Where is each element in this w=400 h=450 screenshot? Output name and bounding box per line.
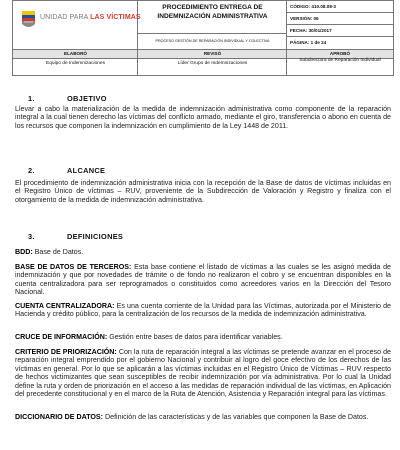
coat-of-arms-icon xyxy=(21,11,36,29)
logo-wordmark xyxy=(40,14,141,21)
definition-text: Base de Datos. xyxy=(32,248,84,256)
definition-text: Esta base contiene el listado de víctimas a las cuales se les asignó medida de indemnización y que por novedades de trámite o de fondo no realizaron el cobro y se encuentran disponibles en la cuenta centralizadora para ser reprogramados o constituidos como acreedores varios en la Dirección del Tesoro Nacional. xyxy=(15,263,391,297)
section-number: 1. xyxy=(28,94,35,103)
definition-term: BDD: xyxy=(15,248,33,256)
definition-text: Definición de las características y de las variables que componen la Base de Datos. xyxy=(103,413,369,421)
definition-diccionario-de-datos xyxy=(15,413,391,421)
signoff-table xyxy=(12,50,394,76)
definition-criterio-de-priorizacion xyxy=(15,348,391,398)
section-paragraph-alcance: El procedimiento de indemnización administrativa inicia con la recepción de la Base de datos de víctimas incluidas en el Registro Único de víctimas – RUV, proveniente de la Subdirección de Valoración y Registro y finaliza con el otorgamiento de la medida de indemnización administrativa. xyxy=(15,179,391,204)
definition-text: Gestión entre bases de datos para identificar variables. xyxy=(107,333,283,341)
section-paragraph-objetivo: Llevar a cabo la materialización de la medida de indemnización administrativa como componente de la reparación integral a la cual tienen derecho las víctimas del conflicto armado, mediante el giro, transferencia o abono en cuenta de los recursos que componen la indemnización en cumplimiento de la Ley 1448 de 2011. xyxy=(15,105,391,130)
section-title: ALCANCE xyxy=(67,166,106,175)
document-code: CÓDIGO: 410.08.08-3 xyxy=(287,1,393,13)
document-version: VERSIÓN: 06 xyxy=(287,13,393,25)
document-page xyxy=(12,0,394,450)
logo-text-line2: LAS VÍCTIMAS xyxy=(90,14,141,21)
definition-text: Es una cuenta corriente de la Unidad para las Víctimas, autorizada por el Ministerio de Hacienda y crédito público, para la centralización de los recursos de la medida de indemnización administrativa. xyxy=(15,302,391,319)
document-date: FECHA: 30/01/2017 xyxy=(287,25,393,37)
signoff-divider xyxy=(286,50,287,75)
definition-term: DICCIONARIO DE DATOS: xyxy=(15,413,104,421)
definition-term: CRITERIO DE PRIORIZACIÓN: xyxy=(15,348,117,356)
document-header xyxy=(12,0,394,50)
signoff-value-reviso: Líder Grupo de Indemnizaciones xyxy=(177,61,248,66)
definition-term: CUENTA CENTRALIZADORA: xyxy=(15,302,115,310)
metadata-cell xyxy=(287,1,393,49)
definition-term: CRUCE DE INFORMACIÓN: xyxy=(15,333,108,341)
definition-cuenta-centralizadora xyxy=(15,302,391,319)
process-name: PROCESO GESTIÓN DE REPARACIÓN INDIVIDUAL Y COLECTIVA xyxy=(138,33,287,49)
section-title: OBJETIVO xyxy=(67,94,107,103)
signoff-value-aprobo: Subdirectora de Reparación Individual xyxy=(299,58,381,63)
signoff-divider xyxy=(137,50,138,75)
definition-bdd xyxy=(15,248,391,256)
signoff-header-aprobo: APROBÓ xyxy=(329,51,351,56)
definition-base-de-datos-de-terceros xyxy=(15,263,391,297)
logo-cell xyxy=(13,1,141,49)
title-cell xyxy=(138,1,287,49)
logo-text-line1: UNIDAD PARA xyxy=(40,14,91,21)
definition-cruce-de-informacion xyxy=(15,333,391,341)
definition-text: Con la ruta de reparación integral a las víctimas se pretende avanzar en el proceso de reparación integral emprendido por el gobierno Nacional y contribuir al logro del goce efectivo de los derechos de las víctimas en general. Por lo que se aplicarán a las víctimas incluidas en el Registro Único de Víctimas – RUV respecto de hechos victimizantes que sean susceptibles de recibir indemnización por vía administrativa. Por lo cual la Unidad define la ruta y orden de priorización en el acceso a las medidas de reparación individual de las víctimas, en Aplicación del precedente constitucional y en el marco de la Ruta de Atención, Asistencia y Reparación integral para las víctimas. xyxy=(15,348,391,399)
document-title: PROCEDIMIENTO ENTREGA DE INDEMNIZACIÓN ADMINISTRATIVA xyxy=(157,4,268,20)
section-number: 2. xyxy=(28,166,35,175)
signoff-header-elaboro: ELABORÓ xyxy=(64,51,87,56)
section-title: DEFINICIONES xyxy=(67,232,124,241)
page-indicator: PÁGINA: 1 de 24 xyxy=(290,40,327,45)
signoff-value-elaboro: Equipo de Indemnizaciones xyxy=(46,61,105,66)
definition-term: BASE DE DATOS DE TERCEROS: xyxy=(15,263,132,271)
signoff-header-reviso: REVISÓ xyxy=(203,51,222,56)
section-number: 3. xyxy=(28,232,35,241)
